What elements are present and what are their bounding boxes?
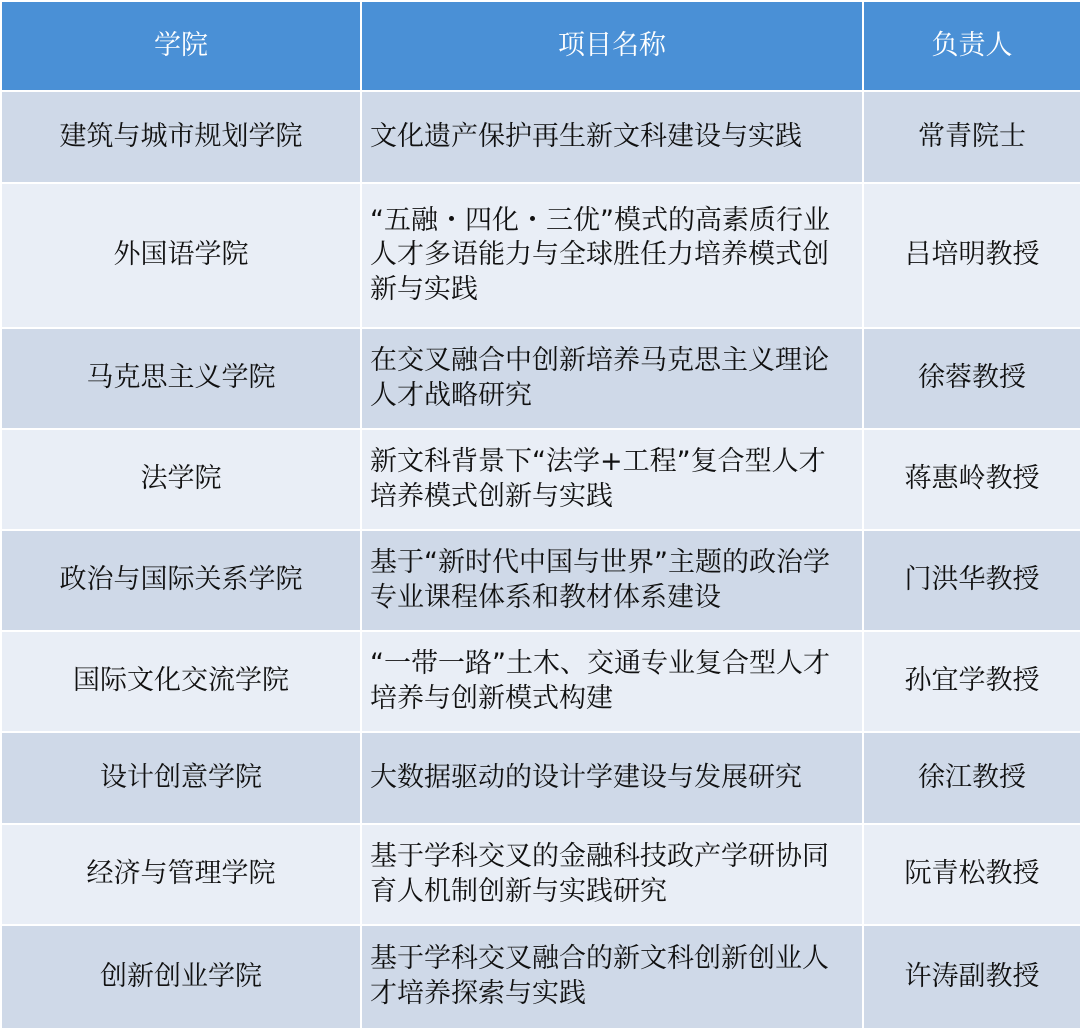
project-cell: 大数据驱动的设计学建设与发展研究	[361, 732, 863, 824]
header-row	[1, 1, 1080, 91]
header-college: 学院	[1, 1, 361, 91]
table-row	[1, 429, 1080, 530]
project-cell: 文化遗产保护再生新文科建设与实践	[361, 91, 863, 183]
leader-cell: 门洪华教授	[863, 530, 1080, 631]
leader-cell: 蒋惠岭教授	[863, 429, 1080, 530]
project-cell: 基于学科交叉融合的新文科创新创业人才培养探索与实践	[361, 925, 863, 1029]
header-project: 项目名称	[361, 1, 863, 91]
table-row	[1, 631, 1080, 732]
table-row	[1, 925, 1080, 1029]
college-cell: 建筑与城市规划学院	[1, 91, 361, 183]
college-cell: 创新创业学院	[1, 925, 361, 1029]
college-cell: 政治与国际关系学院	[1, 530, 361, 631]
table-row	[1, 183, 1080, 328]
table-row	[1, 91, 1080, 183]
leader-cell: 吕培明教授	[863, 183, 1080, 328]
table-row	[1, 328, 1080, 429]
college-cell: 外国语学院	[1, 183, 361, 328]
leader-cell: 徐蓉教授	[863, 328, 1080, 429]
leader-cell: 常青院士	[863, 91, 1080, 183]
college-cell: 国际文化交流学院	[1, 631, 361, 732]
table-row	[1, 824, 1080, 925]
table-body	[1, 91, 1080, 1029]
header-leader: 负责人	[863, 1, 1080, 91]
leader-cell: 许涛副教授	[863, 925, 1080, 1029]
leader-cell: 徐江教授	[863, 732, 1080, 824]
project-cell: 新文科背景下“法学+工程”复合型人才培养模式创新与实践	[361, 429, 863, 530]
project-cell: 在交叉融合中创新培养马克思主义理论人才战略研究	[361, 328, 863, 429]
project-cell: 基于“新时代中国与世界”主题的政治学专业课程体系和教材体系建设	[361, 530, 863, 631]
college-cell: 经济与管理学院	[1, 824, 361, 925]
leader-cell: 孙宜学教授	[863, 631, 1080, 732]
table-row	[1, 732, 1080, 824]
table-row	[1, 530, 1080, 631]
college-cell: 设计创意学院	[1, 732, 361, 824]
project-cell: “五融・四化・三优”模式的高素质行业人才多语能力与全球胜任力培养模式创新与实践	[361, 183, 863, 328]
college-cell: 法学院	[1, 429, 361, 530]
table-header	[1, 1, 1080, 91]
project-cell: “一带一路”土木、交通专业复合型人才培养与创新模式构建	[361, 631, 863, 732]
project-cell: 基于学科交叉的金融科技政产学研协同育人机制创新与实践研究	[361, 824, 863, 925]
leader-cell: 阮青松教授	[863, 824, 1080, 925]
college-cell: 马克思主义学院	[1, 328, 361, 429]
